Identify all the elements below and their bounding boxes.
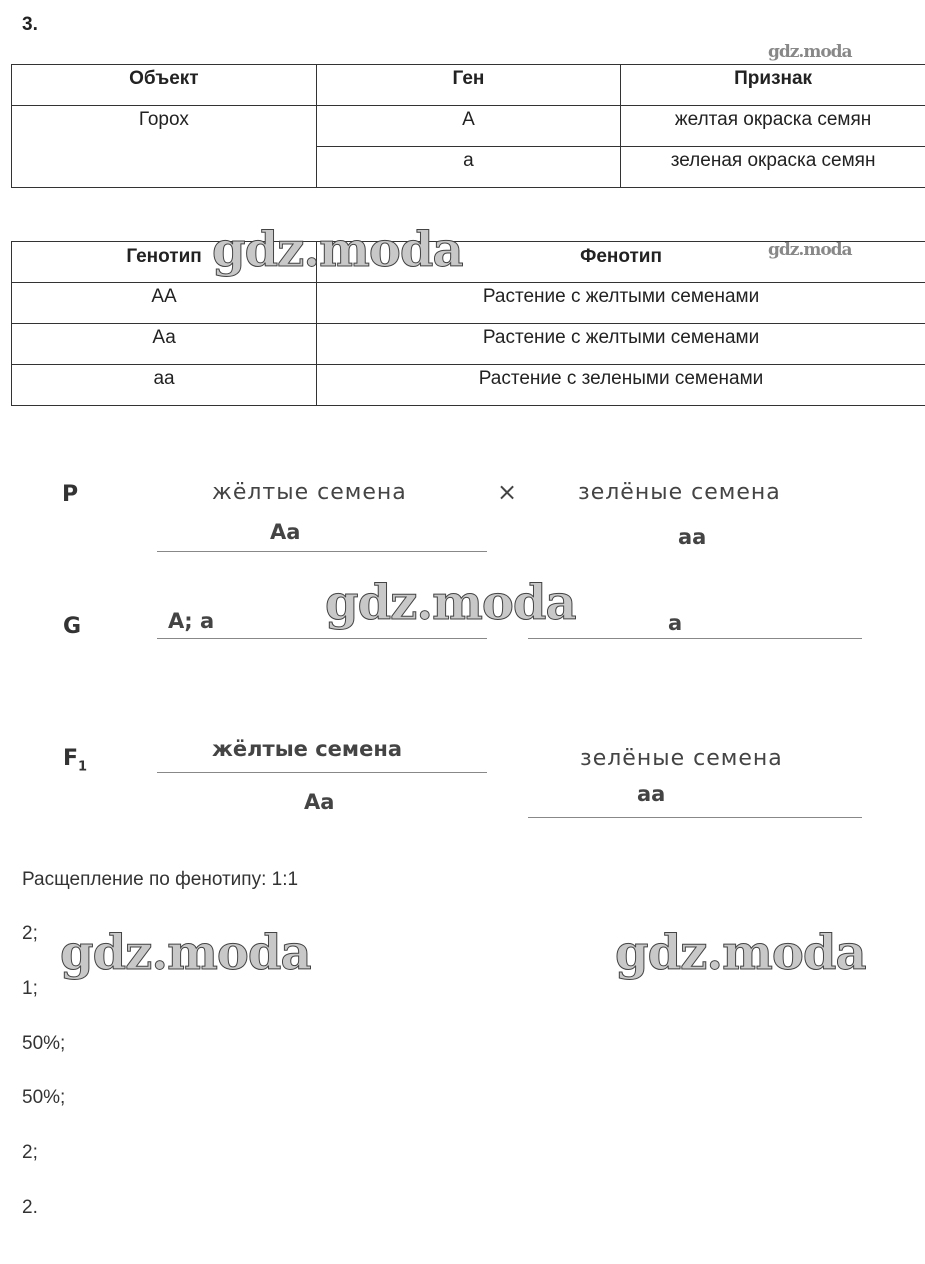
gene-cell: А: [316, 106, 621, 147]
divider-line: [157, 551, 487, 552]
watermark: gdz.moda: [768, 42, 852, 62]
parent-right-phenotype: зелёные семена: [578, 480, 781, 505]
parent-label: P: [62, 482, 79, 507]
parent-left-phenotype: жёлтые семена: [212, 480, 407, 505]
gene-cell: а: [316, 147, 621, 188]
parent-right-genotype: аа: [678, 525, 707, 549]
header-genotype: Генотип: [12, 242, 317, 283]
genotype-cell: аа: [12, 365, 317, 406]
answer-item: 2;: [22, 1142, 38, 1163]
header-object: Объект: [12, 65, 317, 106]
task-number: 3.: [22, 14, 38, 35]
divider-line: [157, 772, 487, 773]
header-gene: Ген: [316, 65, 621, 106]
divider-line: [157, 638, 487, 639]
phenotype-cell: Растение с желтыми семенами: [317, 324, 925, 365]
watermark: gdz.moda: [768, 240, 852, 260]
answer-item: 1;: [22, 978, 38, 999]
parent-left-genotype: Аа: [270, 520, 301, 544]
offspring-right-phenotype: зелёные семена: [580, 746, 783, 771]
offspring-left-genotype: Аа: [304, 790, 335, 814]
answer-item: 50%;: [22, 1087, 66, 1108]
genotype-cell: АА: [12, 283, 317, 324]
gamete-left: А; а: [168, 609, 215, 633]
gamete-label: G: [63, 614, 82, 639]
header-phenotype: Фенотип: [317, 242, 925, 283]
watermark: gdz.moda: [212, 222, 463, 278]
answer-item: 2;: [22, 923, 38, 944]
header-trait: Признак: [621, 65, 925, 106]
offspring-right-genotype: аа: [637, 782, 666, 806]
genotype-cell: Аа: [12, 324, 317, 365]
gamete-right: а: [668, 611, 683, 635]
offspring-label: $F_1$: [63, 746, 88, 775]
divider-line: [528, 638, 862, 639]
cross-sign: ×: [497, 478, 519, 506]
answer-item: 2.: [22, 1197, 38, 1218]
phenotype-cell: Растение с зелеными семенами: [317, 365, 925, 406]
trait-cell: желтая окраска семян: [621, 106, 925, 147]
genotype-table: [11, 241, 925, 406]
phenotype-cell: Растение с желтыми семенами: [317, 283, 925, 324]
divider-line: [528, 817, 862, 818]
answer-item: 50%;: [22, 1033, 66, 1054]
gene-table: [11, 64, 925, 188]
watermark: gdz.moda: [60, 925, 311, 981]
offspring-left-phenotype: жёлтые семена: [212, 737, 403, 761]
split-text: Расщепление по фенотипу: 1:1: [22, 869, 299, 890]
watermark: gdz.moda: [615, 925, 866, 981]
object-cell: Горох: [12, 106, 317, 188]
watermark: gdz.moda: [325, 575, 576, 631]
trait-cell: зеленая окраска семян: [621, 147, 925, 188]
